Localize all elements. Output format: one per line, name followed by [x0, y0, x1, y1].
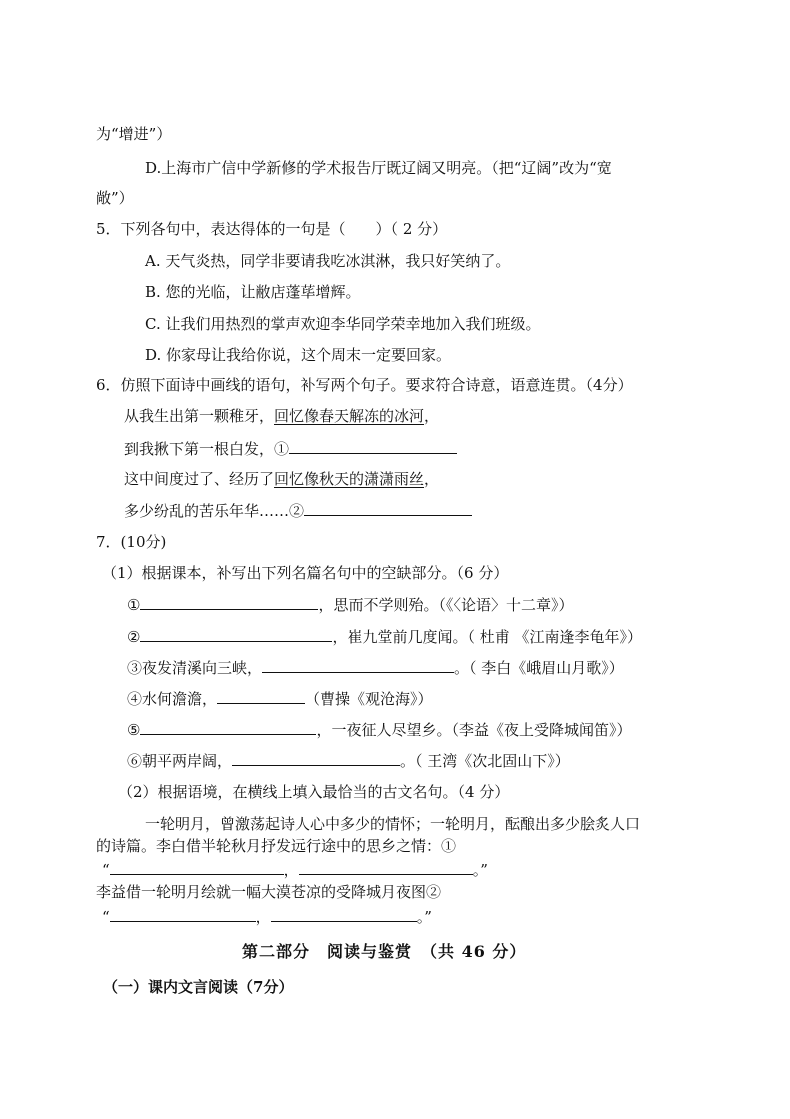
q7-item-2-text: ，崔九堂前几度闻。（ 杜甫 《江南逢李龟年》） [332, 628, 642, 646]
q7-part2-para-4: 李益借一轮明月绘就一幅大漠苍凉的受降城月夜图② [96, 883, 442, 901]
q7-item-5-text: ，一夜征人尽望乡。（李益《夜上受降城闻笛》） [316, 721, 632, 739]
q4-option-d: D.上海市广信中学新修的学术报告厅既辽阔又明亮。（把“辽阔”改为“宽 [145, 159, 612, 177]
q7-part2-blank-1b[interactable] [299, 858, 473, 875]
q7-item-6-text-pre: ⑥朝平两岸阔， [127, 752, 233, 770]
quote-close: 。” [472, 861, 488, 879]
q7-item-2 [127, 625, 642, 648]
q5-stem: 5．下列各句中，表达得体的一句是（ ）（ 2 分） [96, 220, 448, 238]
q7-item-1-number: ① [127, 596, 141, 614]
q7-item-5-number: ⑤ [127, 721, 141, 739]
q6-line-3 [124, 468, 439, 490]
q7-item-4 [127, 687, 433, 710]
q7-item-4-text-pre: ④水何澹澹， [127, 690, 218, 708]
q6-line-4-text: 多少纷乱的苦乐年华……② [124, 502, 305, 520]
q6-line-1-pre: 从我生出第一颗稚牙， [124, 407, 275, 425]
q6-line-1 [124, 405, 439, 427]
q6-blank-2[interactable] [304, 499, 472, 516]
q6-line-2 [124, 437, 457, 460]
q5-option-b: B. 您的光临，让敝店蓬荜增辉。 [145, 283, 361, 301]
q7-item-6-text: 。（ 王湾《次北固山下》） [400, 752, 570, 770]
q7-part1-stem: （1）根据课本，补写出下列名篇名句中的空缺部分。（6 分） [102, 564, 509, 582]
q6-line-1-post: ， [424, 407, 440, 425]
q7-item-2-number: ② [127, 628, 141, 646]
q6-line-3-pre: 这中间度过了、经历了 [124, 470, 275, 488]
part2-title: 第二部分 阅读与鉴赏 （共 46 分） [242, 942, 527, 961]
q7-part2-blank-2a[interactable] [110, 905, 256, 922]
q7-item-3-text-pre: ③夜发清溪向三峡， [127, 659, 263, 677]
q5-option-c: C. 让我们用热烈的掌声欢迎李华同学荣幸地加入我们班级。 [145, 315, 541, 333]
q5-option-d: D. 你家母让我给你说，这个周末一定要回家。 [145, 346, 452, 364]
q7-item-6 [127, 749, 570, 772]
q6-stem: 6．仿照下面诗中画线的语句，补写两个句子。要求符合诗意，语意连贯。（4分） [96, 376, 633, 394]
q7-item-4-text: （曹操《观沧海》） [305, 690, 433, 708]
q7-item-1-text: ，思而不学则殆。（《〈论语〉十二章》） [318, 596, 574, 614]
q7-item-1 [127, 593, 573, 616]
q7-blank-4[interactable] [217, 687, 305, 704]
q7-blank-1[interactable] [140, 593, 318, 610]
q7-blank-3[interactable] [262, 656, 454, 673]
q7-stem: 7．(10分) [96, 533, 167, 551]
q7-part2-blank-line-2 [102, 905, 432, 928]
quote-open: “ [102, 908, 110, 926]
comma: ， [255, 908, 271, 926]
q7-part2-blank-1a[interactable] [110, 858, 284, 875]
q4-option-d-cont: 敞”） [96, 189, 134, 207]
q7-part2-para-2: 的诗篇。李白借半轮秋月抒发远行途中的思乡之情：① [96, 837, 457, 855]
q4-tail-text: 为“增进”） [96, 125, 172, 143]
quote-close: 。” [416, 908, 432, 926]
q7-item-3-text: 。（ 李白《峨眉山月歌》） [454, 659, 624, 677]
q7-item-3 [127, 656, 624, 679]
q6-line-2-text: 到我揪下第一根白发，① [124, 440, 290, 458]
q6-line-4 [124, 499, 472, 522]
q6-underlined-1: 回忆像春天解冻的冰河 [274, 407, 425, 425]
q6-line-3-post: ， [424, 470, 440, 488]
q6-underlined-2: 回忆像秋天的潇潇雨丝 [274, 470, 425, 488]
q7-part2-para-1: 一轮明月，曾激荡起诗人心中多少的情怀；一轮明月，酝酿出多少脍炙人口 [145, 815, 641, 833]
q7-blank-6[interactable] [232, 749, 400, 766]
q7-blank-5[interactable] [140, 718, 316, 735]
q7-part2-blank-2b[interactable] [271, 905, 417, 922]
q7-item-5 [127, 718, 631, 741]
q7-blank-2[interactable] [140, 625, 332, 642]
part2-subsection-title: （一）课内文言阅读（7分） [103, 978, 294, 996]
quote-open: “ [102, 861, 110, 879]
q7-part2-blank-line-1 [102, 858, 488, 881]
comma: ， [283, 861, 299, 879]
q6-blank-1[interactable] [289, 437, 457, 454]
q5-option-a: A. 天气炎热，同学非要请我吃冰淇淋，我只好笑纳了。 [145, 252, 511, 270]
q7-part2-stem: （2）根据语境，在横线上填入最恰当的古文名句。（4 分） [118, 783, 510, 801]
